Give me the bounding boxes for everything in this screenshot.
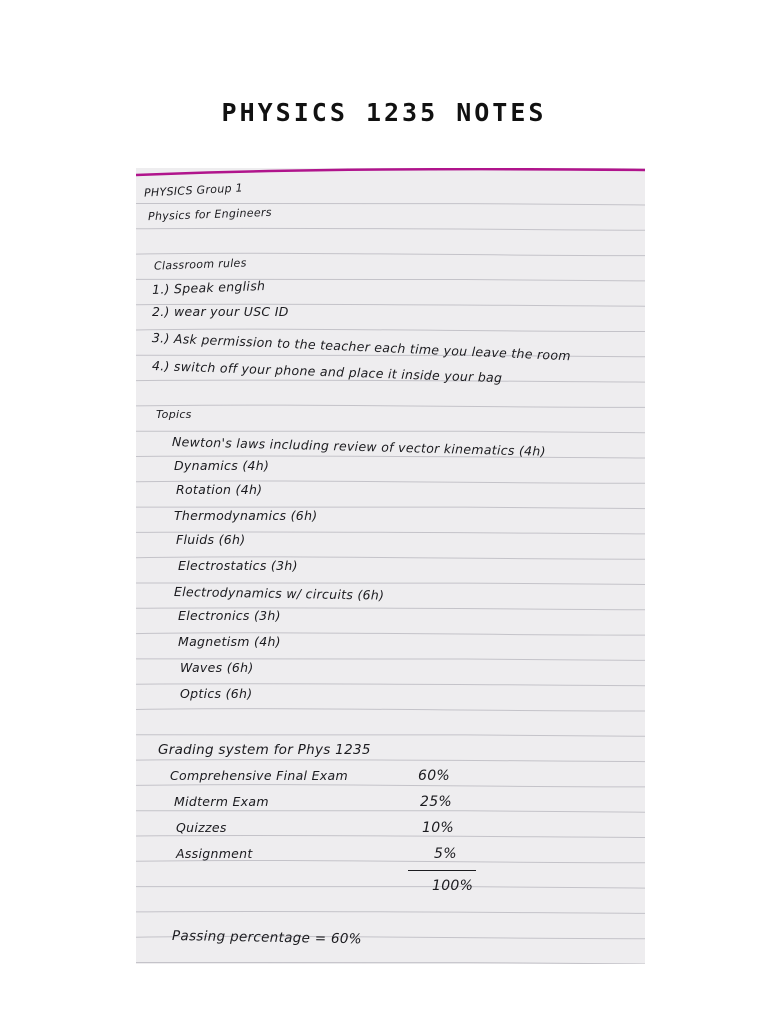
topic-item: Electrostatics (3h): [178, 558, 298, 573]
grading-percent: 5%: [434, 846, 457, 862]
topic-item: Newton's laws including review of vector kinematics (4h): [171, 434, 547, 459]
ruled-line: [136, 405, 645, 407]
topic-item: Electrodynamics w/ circuits (6h): [173, 584, 385, 603]
grading-item: Quizzes: [176, 820, 227, 835]
rule-item: 3.) Ask permission to the teacher each time you leave the room: [151, 330, 572, 364]
rules-heading: Classroom rules: [153, 256, 247, 273]
topic-item: Dynamics (4h): [174, 458, 270, 473]
rule-item: 1.) Speak english: [151, 278, 266, 297]
passing-percentage: Passing percentage = 60%: [171, 928, 363, 948]
ruled-line: [136, 785, 645, 787]
grading-percent: 10%: [422, 820, 455, 836]
ruled-line: [136, 329, 645, 331]
grading-item: Comprehensive Final Exam: [170, 768, 348, 783]
ruled-line: [136, 735, 645, 737]
subject-line: PHYSICS Group 1: [143, 181, 244, 200]
ruled-line: [136, 431, 645, 433]
ruled-line: [136, 810, 645, 812]
grading-percent: 25%: [420, 794, 453, 810]
grading-percent: 60%: [418, 768, 451, 784]
ruled-line: [136, 253, 645, 255]
topic-item: Fluids (6h): [176, 532, 246, 547]
sum-underline: [408, 870, 476, 871]
topic-item: Waves (6h): [180, 660, 254, 675]
ruled-line: [136, 886, 645, 888]
grading-heading: Grading system for Phys 1235: [158, 742, 371, 758]
grading-total: 100%: [432, 878, 474, 894]
ruled-line: [136, 203, 645, 205]
ruled-line: [136, 835, 645, 837]
page-title: PHYSICS 1235 NOTES: [221, 98, 547, 127]
ruled-line: [136, 760, 645, 762]
topic-item: Electronics (3h): [178, 608, 281, 623]
topics-heading: Topics: [156, 408, 192, 421]
ruled-line: [136, 962, 645, 964]
topic-item: Magnetism (4h): [178, 634, 281, 649]
topic-item: Thermodynamics (6h): [174, 508, 318, 523]
ruled-line: [136, 911, 645, 913]
grading-item: Assignment: [176, 846, 253, 861]
rule-item: 2.) wear your USC ID: [152, 304, 289, 319]
topic-item: Optics (6h): [180, 686, 253, 701]
top-margin-line: [136, 169, 645, 175]
topic-item: Rotation (4h): [176, 482, 263, 497]
grading-item: Midterm Exam: [174, 794, 269, 809]
notebook-page: [136, 168, 645, 964]
course-line: Physics for Engineers: [147, 205, 273, 224]
ruled-line: [136, 228, 645, 230]
rule-item: 4.) switch off your phone and place it inside your bag: [151, 358, 503, 386]
ruled-line: [136, 709, 645, 711]
